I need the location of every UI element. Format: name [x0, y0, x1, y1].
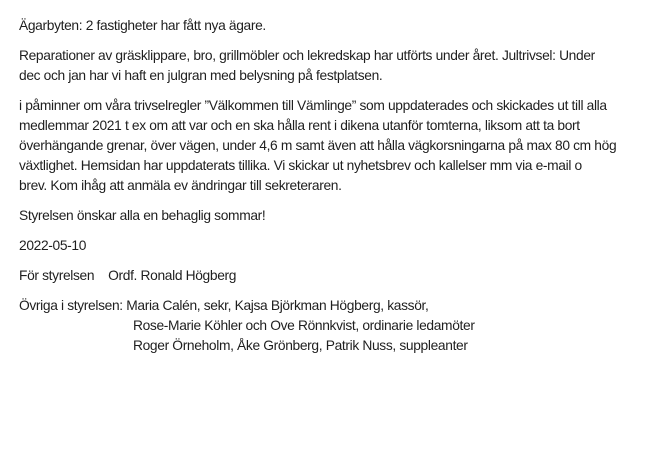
text-line: överhängande grenar, över vägen, under 4,6 m samt även att hålla vägkorsningarna på max 80 cm hög	[19, 138, 617, 153]
text-line: brev. Kom ihåg att anmäla ev ändringar till sekreteraren.	[19, 178, 342, 193]
paragraph-summer-greeting	[19, 206, 656, 226]
text-line: dec och jan har vi haft en julgran med belysning på festplatsen.	[19, 68, 383, 83]
paragraph-repairs-and-christmas	[19, 46, 656, 86]
date-text: 2022-05-10	[19, 238, 87, 253]
signature-text: För styrelsen Ordf. Ronald Högberg	[19, 268, 237, 283]
paragraph-ownership-changes	[19, 16, 656, 36]
text-line: Rose-Marie Köhler och Ove Rönnkvist, ordinarie ledamöter	[133, 318, 475, 333]
text-line: Övriga i styrelsen: Maria Calén, sekr, Kajsa Björkman Högberg, kassör,	[19, 298, 429, 313]
text-line: växtlighet. Hemsidan har uppdaterats tillika. Vi skickar ut nyhetsbrev och kallelser mm via e-mail o	[19, 158, 582, 173]
text-line: i påminner om våra trivselregler ”Välkommen till Vämlinge” som uppdaterades och skickades ut till alla	[19, 98, 607, 113]
paragraph-date	[19, 236, 656, 256]
paragraph-rules-reminder	[19, 96, 656, 196]
text-line: Roger Örneholm, Åke Grönberg, Patrik Nuss, suppleanter	[133, 338, 468, 353]
paragraph-board-members	[19, 296, 656, 356]
text-line: medlemmar 2021 t ex om att var och en ska hålla rent i dikena utanför tomterna, liksom att ta bort	[19, 118, 580, 133]
text-line: Reparationer av gräsklippare, bro, grillmöbler och lekredskap har utförts under året. Jultrivsel: Under	[19, 48, 595, 63]
paragraph-signature	[19, 266, 656, 286]
text-line: Ägarbyten: 2 fastigheter har fått nya ägare.	[19, 18, 266, 33]
text-line: Styrelsen önskar alla en behaglig sommar!	[19, 208, 266, 223]
